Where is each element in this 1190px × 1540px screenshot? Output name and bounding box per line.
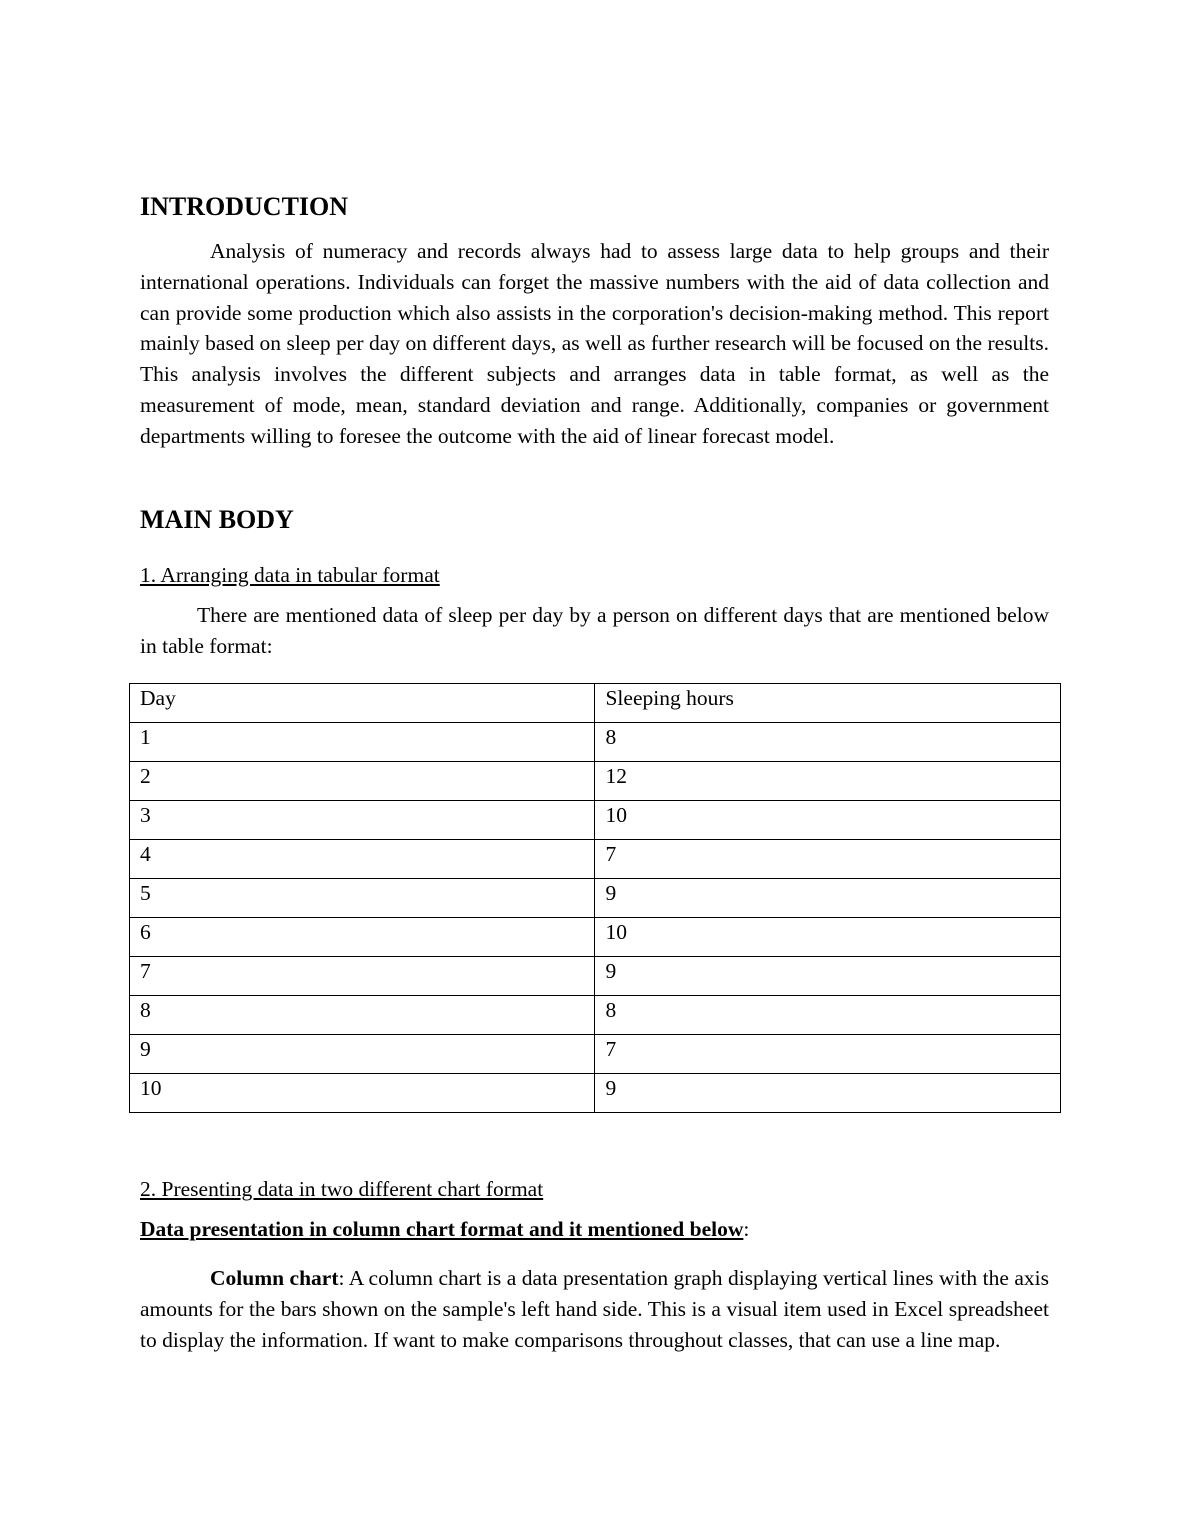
table-row	[130, 840, 1061, 879]
table-row	[130, 801, 1061, 840]
table-cell-hours: 9	[595, 957, 1061, 996]
introduction-paragraph	[140, 236, 1049, 452]
table-cell-day: 7	[130, 957, 595, 996]
table-row	[130, 1074, 1061, 1113]
table-cell-hours: 9	[595, 1074, 1061, 1113]
table-cell-day: 5	[130, 879, 595, 918]
section-1-paragraph	[140, 600, 1049, 662]
table-cell-hours: 7	[595, 1035, 1061, 1074]
table-cell-hours: 8	[595, 723, 1061, 762]
column-chart-subheading-text: Data presentation in column chart format and it mentioned below	[140, 1217, 744, 1241]
table-cell-day: 4	[130, 840, 595, 879]
table-cell-day: 2	[130, 762, 595, 801]
column-chart-paragraph	[140, 1263, 1049, 1355]
table-cell-hours: 8	[595, 996, 1061, 1035]
section-2-title: 2. Presenting data in two different chart format	[140, 1177, 544, 1201]
table-cell-day: 3	[130, 801, 595, 840]
table-cell-day: 8	[130, 996, 595, 1035]
table-row	[130, 918, 1061, 957]
table-cell-hours: 10	[595, 801, 1061, 840]
main-body-heading: MAIN BODY	[140, 505, 294, 534]
table-row	[130, 762, 1061, 801]
introduction-text: Analysis of numeracy and records always had to assess large data to help groups and their international operations. Individuals can forget the massive numbers with the aid of data collection and can provide some production which also assists in the corporation's decision-making method. This report mainly based on sleep per day on different days, as well as further research will be focused on the results. This analysis involves the different subjects and arranges data in table format, as well as the measurement of mode, mean, standard deviation and range. Additionally, companies or government departments willing to foresee the outcome with the aid of linear forecast model.	[140, 239, 1049, 448]
column-chart-text: : A column chart is a data presentation graph displaying vertical lines with the axis amounts for the bars shown on the sample's left hand side. This is a visual item used in Excel spreadsheet to display the information. If want to make comparisons throughout classes, that can use a line map.	[140, 1266, 1050, 1352]
section-1-text: There are mentioned data of sleep per day by a person on different days that are mentioned below in table format:	[140, 603, 1049, 658]
column-chart-term: Column chart	[210, 1266, 339, 1290]
table-cell-day: 10	[130, 1074, 595, 1113]
introduction-heading: INTRODUCTION	[140, 192, 349, 221]
column-chart-subheading	[140, 1214, 749, 1244]
sleep-data-table	[129, 683, 1061, 1113]
table-cell-hours: 7	[595, 840, 1061, 879]
table-cell-hours: 9	[595, 879, 1061, 918]
table-cell-hours: 10	[595, 918, 1061, 957]
table-row	[130, 996, 1061, 1035]
table-cell-day: 1	[130, 723, 595, 762]
table-cell-day: 6	[130, 918, 595, 957]
table-header-day: Day	[130, 684, 595, 723]
table-header-row	[130, 684, 1061, 723]
table-cell-hours: 12	[595, 762, 1061, 801]
table-row	[130, 1035, 1061, 1074]
column-chart-subheading-colon: :	[743, 1217, 750, 1241]
table-header-sleeping-hours: Sleeping hours	[595, 684, 1061, 723]
table-row	[130, 879, 1061, 918]
table-cell-day: 9	[130, 1035, 595, 1074]
table-row	[130, 957, 1061, 996]
table-row	[130, 723, 1061, 762]
section-1-title: 1. Arranging data in tabular format	[140, 563, 440, 587]
